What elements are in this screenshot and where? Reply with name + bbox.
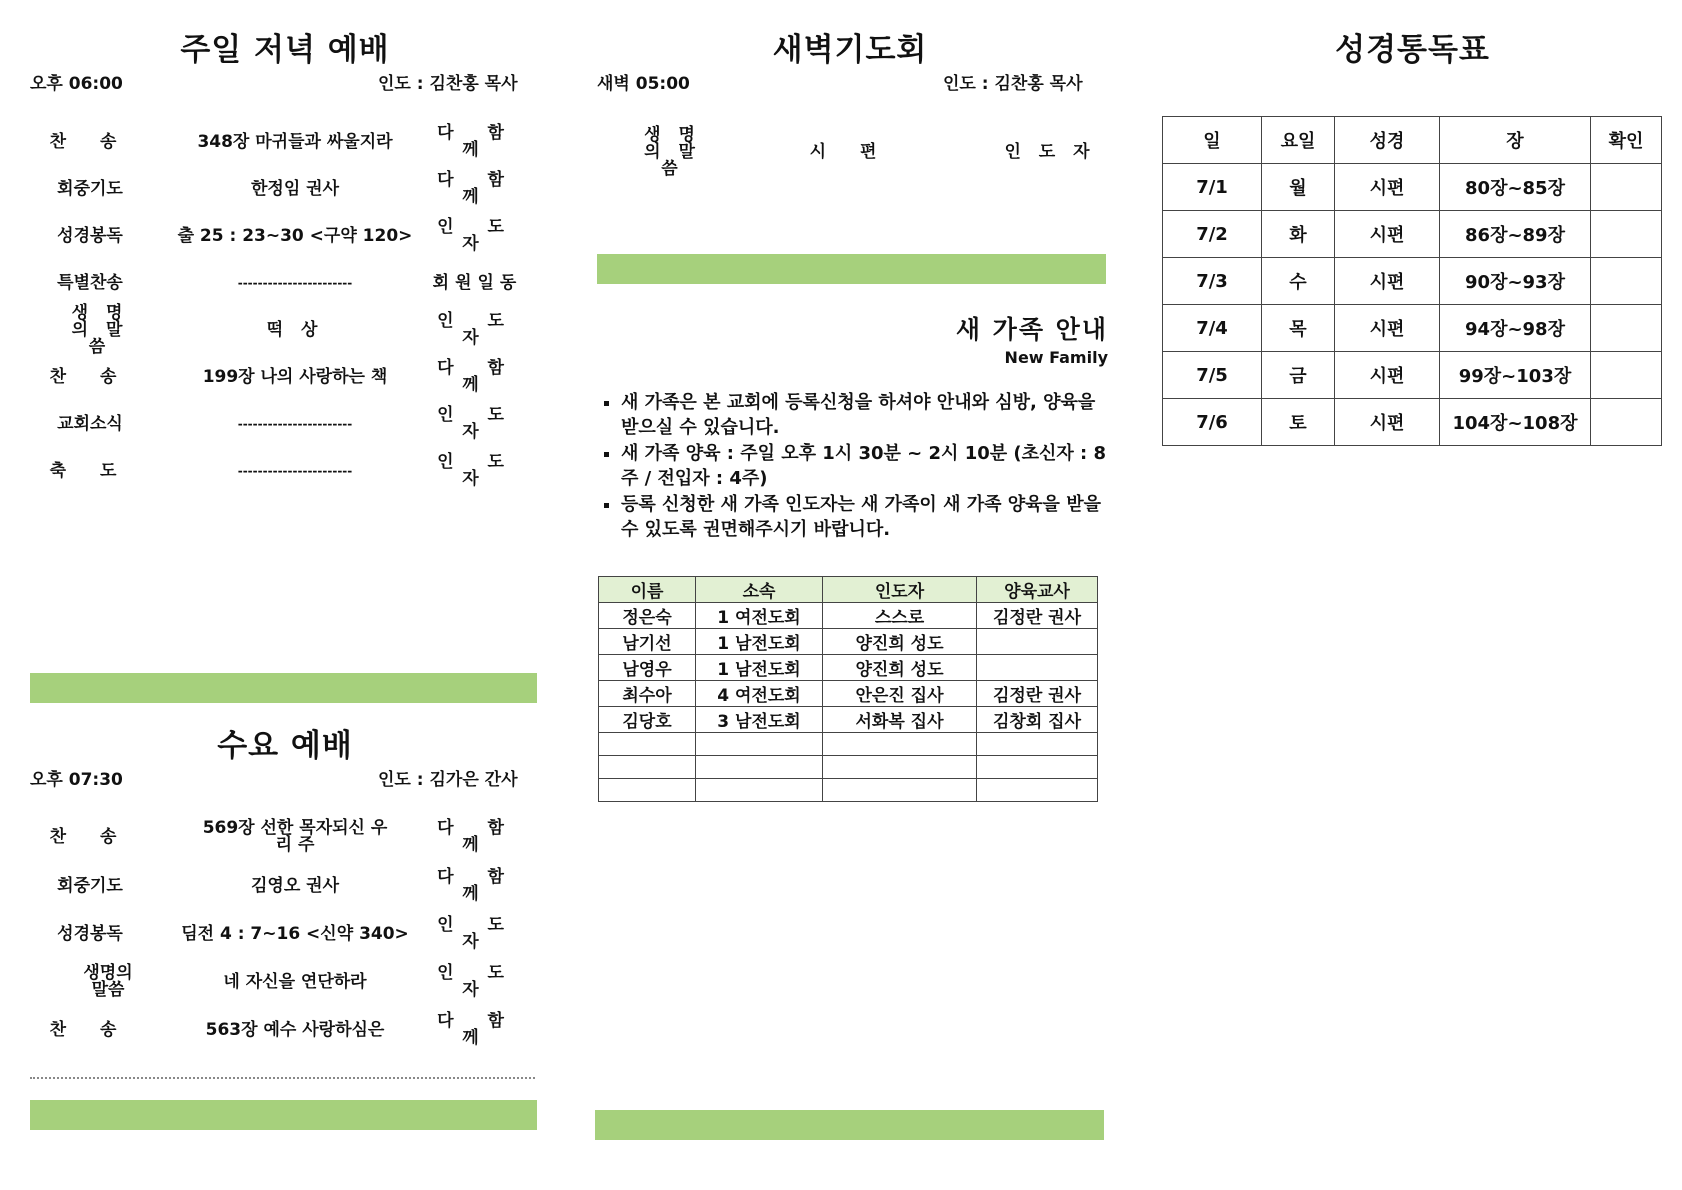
order-content: 네 자신을 연단하라 [223,971,367,992]
order-content: 563장 예수 사랑하심은 [205,1019,385,1040]
dotted-divider [30,1077,535,1079]
new-family-notices [597,390,1111,543]
order-content: ----------------------- [237,463,353,478]
order-label: 찬 송 [49,366,131,387]
table-row [599,733,1098,756]
new-family-table [598,576,1098,802]
sunday-evening-title: 주일 저녁 예배 [180,32,390,68]
table-cell [977,756,1098,779]
table-cell: 시편 [1335,258,1440,305]
table-cell [696,779,823,802]
table-cell: 월 [1262,164,1335,211]
table-header-row [1163,117,1662,164]
order-content: 199장 나의 사랑하는 책 [202,366,388,387]
order-row [0,451,540,491]
table-cell [599,779,696,802]
table-row [599,603,1098,629]
column-header: 요일 [1262,117,1335,164]
column-header: 소속 [696,577,823,603]
dawn-time: 새벽 05:00 [597,74,690,94]
table-row [599,756,1098,779]
sunday-evening-time: 오후 06:00 [30,74,123,94]
table-cell: 104장~108장 [1440,399,1591,446]
section-divider-bar [30,1100,537,1130]
bible-reading-title: 성경통독표 [1335,32,1490,68]
sunday-evening-leader: 인도 : 김찬홍 목사 [378,74,518,94]
table-cell [977,655,1098,681]
table-cell: 안은진 집사 [823,681,977,707]
order-who: 다 함 께 [437,1011,518,1048]
order-row [0,404,540,444]
table-cell: 7/5 [1163,352,1262,399]
table-cell [696,756,823,779]
table-cell: 목 [1262,305,1335,352]
order-who: 인 도 자 [437,405,518,442]
table-cell [599,733,696,756]
table-cell [823,756,977,779]
table-cell: 4 여전도회 [696,681,823,707]
order-label: 회중기도 [57,875,123,896]
order-label: 생 명 의 말 씀 [71,302,129,357]
order-content: 딤전 4 : 7~16 <신약 340> [181,923,409,944]
order-row [0,302,540,357]
table-cell [823,733,977,756]
order-who: 인 도 자 [437,311,518,348]
table-cell: 3 남전도회 [696,707,823,733]
dawn-leader: 인도 : 김찬홍 목사 [943,74,1083,94]
dawn-row [590,124,1130,179]
order-row [0,1010,540,1050]
order-label: 축 도 [49,460,131,481]
order-who: 다 함 께 [437,867,518,904]
order-row [0,357,540,397]
column-header: 장 [1440,117,1591,164]
section-divider-bar [595,1110,1104,1140]
table-header-row [599,577,1098,603]
order-label: 회중기도 [57,178,123,199]
order-row [0,122,540,162]
table-cell: 김당호 [599,707,696,733]
table-cell: 양진희 성도 [823,655,977,681]
table-cell: 수 [1262,258,1335,305]
order-who: 인 도 자 [1004,141,1096,162]
table-cell: 1 여전도회 [696,603,823,629]
table-cell: 남기선 [599,629,696,655]
table-cell [696,733,823,756]
order-row [0,962,540,1002]
table-cell: 90장~93장 [1440,258,1591,305]
table-cell: 80장~85장 [1440,164,1591,211]
section-divider-bar [597,254,1106,284]
notice-item: ▪ 새 가족 양육 : 주일 오후 1시 30분 ~ 2시 10분 (초신자 : 8주 / 전입자 : 4주) [621,441,1111,491]
order-row [0,866,540,906]
column-header: 이름 [599,577,696,603]
table-cell: 1 남전도회 [696,655,823,681]
column-header: 일 [1163,117,1262,164]
order-content: 떡 상 [266,319,324,340]
table-row [599,707,1098,733]
table-cell: 금 [1262,352,1335,399]
order-content: ----------------------- [237,275,353,290]
column-header: 확인 [1591,117,1662,164]
column-header: 인도자 [823,577,977,603]
order-who: 다 함 께 [437,123,518,160]
order-label: 찬 송 [49,1019,131,1040]
order-content: 출 25 : 23~30 <구약 120> [177,225,413,246]
order-label: 특별찬송 [57,272,123,293]
table-cell: 김창회 집사 [977,707,1098,733]
table-row [1163,399,1662,446]
notice-item: ▪ 새 가족은 본 교회에 등록신청을 하셔야 안내와 심방, 양육을 받으실 수 있습니다. [621,390,1111,440]
column-header: 양육교사 [977,577,1098,603]
order-label: 찬 송 [49,131,131,152]
order-content: 시 편 [809,141,891,162]
table-row [599,681,1098,707]
table-cell: 86장~89장 [1440,211,1591,258]
table-cell: 서화복 집사 [823,707,977,733]
table-cell: 7/2 [1163,211,1262,258]
order-label: 성경봉독 [57,225,123,246]
table-cell: 토 [1262,399,1335,446]
table-cell: 99장~103장 [1440,352,1591,399]
table-cell [977,733,1098,756]
new-family-subtitle: New Family [1004,348,1108,367]
order-who: 다 함 께 [437,170,518,207]
wednesday-leader: 인도 : 김가은 간사 [378,770,518,790]
table-row [1163,211,1662,258]
check-cell[interactable] [1591,399,1662,446]
section-divider-bar [30,673,537,703]
table-cell: 화 [1262,211,1335,258]
table-cell [823,779,977,802]
order-label: 생 명 의 말 씀 [644,124,701,179]
table-row [1163,258,1662,305]
table-cell [599,756,696,779]
table-cell: 7/1 [1163,164,1262,211]
table-cell: 시편 [1335,164,1440,211]
order-content: 한정임 권사 [250,178,340,199]
table-cell [977,629,1098,655]
table-cell: 최수아 [599,681,696,707]
table-cell: 94장~98장 [1440,305,1591,352]
table-row [1163,305,1662,352]
table-cell [977,779,1098,802]
table-cell: 시편 [1335,399,1440,446]
table-cell: 7/3 [1163,258,1262,305]
table-cell: 1 남전도회 [696,629,823,655]
table-cell: 김정란 권사 [977,681,1098,707]
order-label: 교회소식 [57,413,123,434]
order-who: 인 도 자 [437,217,518,254]
table-cell: 7/4 [1163,305,1262,352]
check-cell[interactable] [1591,164,1662,211]
table-row [599,779,1098,802]
order-row [0,914,540,954]
table-row [599,629,1098,655]
order-content: ----------------------- [237,416,353,431]
order-content: 569장 선한 목자되신 우리 주 [202,818,388,855]
order-content: 348장 마귀들과 싸울지라 [197,131,393,152]
order-row [0,216,540,256]
table-cell: 김정란 권사 [977,603,1098,629]
table-cell: 정은숙 [599,603,696,629]
order-who: 다 함 께 [437,358,518,395]
table-cell: 시편 [1335,305,1440,352]
order-who: 회원일동 [432,272,523,293]
table-cell: 양진희 성도 [823,629,977,655]
bible-reading-table [1162,116,1662,446]
order-who: 인 도 자 [437,915,518,952]
order-label: 성경봉독 [57,923,123,944]
table-row [1163,352,1662,399]
table-cell: 시편 [1335,352,1440,399]
wednesday-time: 오후 07:30 [30,770,123,790]
wednesday-title: 수요 예배 [217,728,353,764]
order-row [0,263,540,303]
order-row [0,169,540,209]
table-cell: 스스로 [823,603,977,629]
order-who: 다 함 께 [437,818,518,855]
check-cell[interactable] [1591,258,1662,305]
check-cell[interactable] [1591,305,1662,352]
notice-item: ▪ 등록 신청한 새 가족 인도자는 새 가족이 새 가족 양육을 받을 수 있도록 권면해주시기 바랍니다. [621,492,1111,542]
order-row [0,817,540,861]
new-family-title: 새 가족 안내 [955,315,1108,344]
check-cell[interactable] [1591,211,1662,258]
column-header: 성경 [1335,117,1440,164]
order-who: 인 도 자 [437,963,518,1000]
check-cell[interactable] [1591,352,1662,399]
order-who: 인 도 자 [437,452,518,489]
order-label: 찬 송 [49,826,131,847]
table-cell: 남영우 [599,655,696,681]
dawn-title: 새벽기도회 [772,32,928,68]
order-content: 김영오 권사 [250,875,340,896]
order-label: 생명의 말씀 [83,963,133,1000]
table-cell: 7/6 [1163,399,1262,446]
table-row [1163,164,1662,211]
table-row [599,655,1098,681]
table-cell: 시편 [1335,211,1440,258]
